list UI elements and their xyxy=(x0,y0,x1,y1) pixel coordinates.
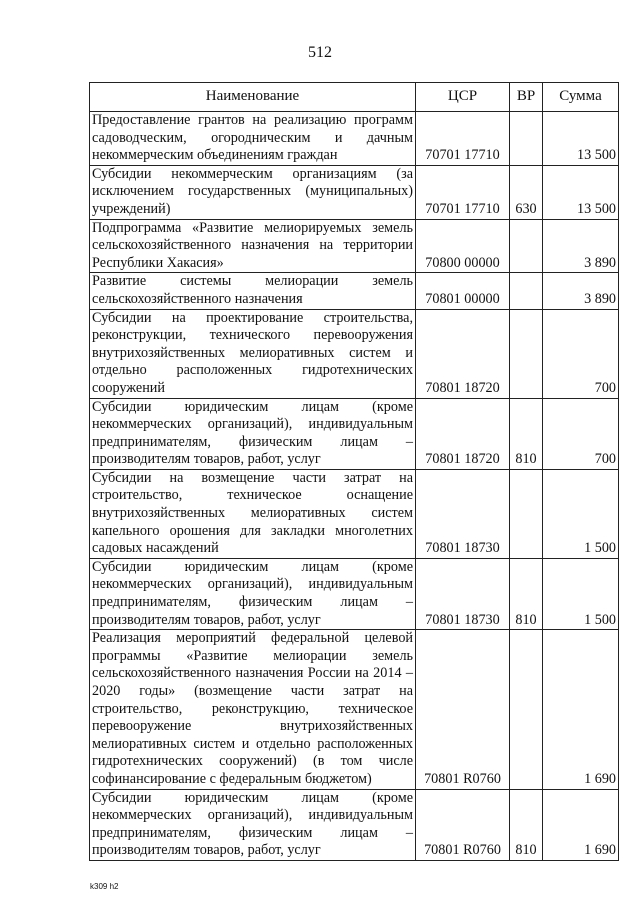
row-name: Субсидии юридическим лицам (кроме некоммерческих организаций), индивидуальным предпринимателям, физическим лицам – производителям товаров, работ, услуг xyxy=(90,789,416,860)
row-name: Предоставление грантов на реализацию программ садоводческим, огородническим и дачным некоммерческим объединениям граждан xyxy=(90,112,416,166)
row-name: Субсидии юридическим лицам (кроме некоммерческих организаций), индивидуальным предпринимателям, физическим лицам – производителям товаров, работ, услуг xyxy=(90,558,416,629)
row-name: Реализация мероприятий федеральной целевой программы «Развитие мелиорации земель сельскохозяйственного назначения России на 2014 – 2020 годы» (возмещение части затрат на строительство, реконструкцию, техническое перевооружение внутрихозяйственных мелиоративных систем и отдельно расположенных гидротехнических сооружений) (в том числе софинансирование с федеральным бюджетом) xyxy=(90,630,416,789)
row-csr: 70800 00000 xyxy=(416,219,510,273)
row-vr xyxy=(510,309,543,398)
row-sum: 3 890 xyxy=(543,273,619,309)
footer-code: k309 h2 xyxy=(90,882,119,891)
table-row xyxy=(90,112,619,166)
table-row xyxy=(90,630,619,789)
row-vr: 810 xyxy=(510,398,543,469)
row-csr: 70801 18720 xyxy=(416,309,510,398)
row-name: Субсидии на возмещение части затрат на строительство, техническое оснащение внутрихозяйственных мелиоративных систем капельного орошения для закладки многолетних садовых насаждений xyxy=(90,469,416,558)
row-vr xyxy=(510,273,543,309)
row-vr xyxy=(510,219,543,273)
table-row xyxy=(90,219,619,273)
row-csr: 70801 18730 xyxy=(416,469,510,558)
row-vr xyxy=(510,112,543,166)
row-sum: 1 500 xyxy=(543,469,619,558)
row-sum: 1 690 xyxy=(543,630,619,789)
table-row xyxy=(90,165,619,219)
row-name: Развитие системы мелиорации земель сельскохозяйственного назначения xyxy=(90,273,416,309)
row-name: Субсидии на проектирование строительства, реконструкции, технического перевооружения внутрихозяйственных мелиоративных систем и отдельно расположенных гидротехнических сооружений xyxy=(90,309,416,398)
row-vr: 630 xyxy=(510,165,543,219)
row-name: Субсидии юридическим лицам (кроме некоммерческих организаций), индивидуальным предпринимателям, физическим лицам – производителям товаров, работ, услуг xyxy=(90,398,416,469)
row-csr: 70701 17710 xyxy=(416,165,510,219)
header-sum: Сумма xyxy=(543,83,619,112)
table-row xyxy=(90,558,619,629)
row-sum: 700 xyxy=(543,309,619,398)
table-row xyxy=(90,309,619,398)
budget-table xyxy=(89,82,619,861)
row-vr xyxy=(510,469,543,558)
page-number: 512 xyxy=(308,44,332,61)
row-sum: 1 690 xyxy=(543,789,619,860)
row-csr: 70801 R0760 xyxy=(416,630,510,789)
header-name: Наименование xyxy=(90,83,416,112)
table-row xyxy=(90,273,619,309)
row-csr: 70801 R0760 xyxy=(416,789,510,860)
row-name: Подпрограмма «Развитие мелиорируемых земель сельскохозяйственного назначения на территории Республики Хакасия» xyxy=(90,219,416,273)
row-csr: 70801 18720 xyxy=(416,398,510,469)
table-header-row xyxy=(90,83,619,112)
row-vr: 810 xyxy=(510,558,543,629)
row-csr: 70801 18730 xyxy=(416,558,510,629)
row-sum: 13 500 xyxy=(543,165,619,219)
row-sum: 1 500 xyxy=(543,558,619,629)
row-sum: 13 500 xyxy=(543,112,619,166)
row-sum: 700 xyxy=(543,398,619,469)
header-csr: ЦСР xyxy=(416,83,510,112)
row-vr xyxy=(510,630,543,789)
row-name: Субсидии некоммерческим организациям (за исключением государственных (муниципальных) учреждений) xyxy=(90,165,416,219)
row-sum: 3 890 xyxy=(543,219,619,273)
row-csr: 70801 00000 xyxy=(416,273,510,309)
table-row xyxy=(90,789,619,860)
header-vr: ВР xyxy=(510,83,543,112)
row-csr: 70701 17710 xyxy=(416,112,510,166)
table-row xyxy=(90,398,619,469)
table-row xyxy=(90,469,619,558)
row-vr: 810 xyxy=(510,789,543,860)
